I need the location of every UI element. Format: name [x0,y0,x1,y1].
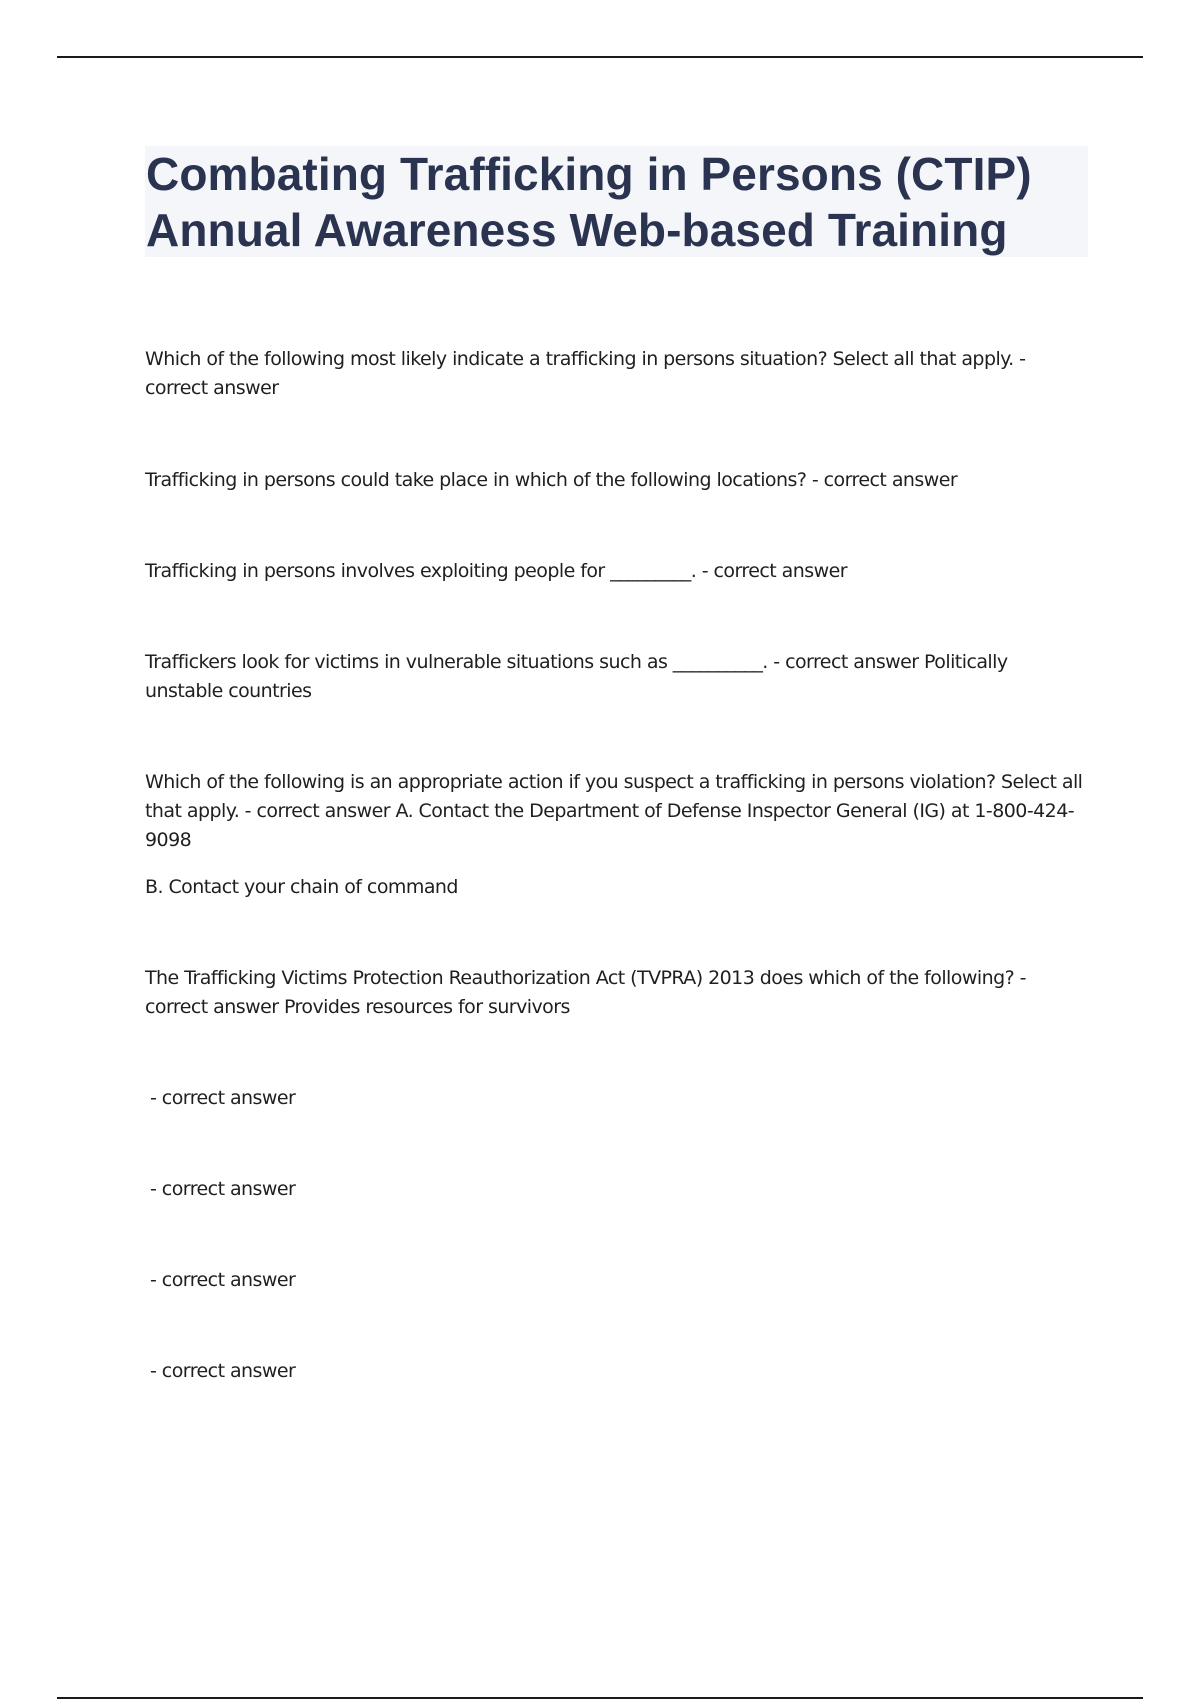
footer-rule [57,1697,1143,1699]
question-item [145,466,1090,495]
question-text: Which of the following most likely indicate a trafficking in persons situation? Select all that apply. - correct answer [145,348,1026,399]
question-text: - correct answer [150,1360,296,1382]
title-line-1: Combating Trafficking in Persons (CTIP) [146,148,1032,200]
question-item [150,1084,1095,1113]
question-item [145,768,1090,902]
question-item [145,345,1090,403]
document-title [145,146,1088,257]
answer-option: B. Contact your chain of command [145,876,458,898]
header-rule [57,56,1143,58]
question-text: - correct answer [150,1269,296,1291]
question-item [145,964,1090,1022]
question-item [150,1357,1095,1386]
question-text: Trafficking in persons could take place in which of the following locations? - correct answer [145,469,958,491]
question-item [145,648,1090,706]
question-text: Traffickers look for victims in vulnerable situations such as __________. - correct answer Politically unstable countries [145,651,1008,702]
question-text: - correct answer [150,1087,296,1109]
question-text: Trafficking in persons involves exploiting people for _________. - correct answer [145,560,847,582]
question-item [145,557,1090,586]
question-text: The Trafficking Victims Protection Reauthorization Act (TVPRA) 2013 does which of the following? - correct answer Provides resources for survivors [145,967,1026,1018]
title-line-2: Annual Awareness Web-based Training [146,204,1008,256]
question-text: - correct answer [150,1178,296,1200]
question-text: Which of the following is an appropriate action if you suspect a trafficking in persons violation? Select all that apply. - correct answer A. Contact the Department of Defense Inspector General (IG) at 1-800-424-9098 [145,771,1083,851]
question-item [150,1266,1095,1295]
question-item [150,1175,1095,1204]
